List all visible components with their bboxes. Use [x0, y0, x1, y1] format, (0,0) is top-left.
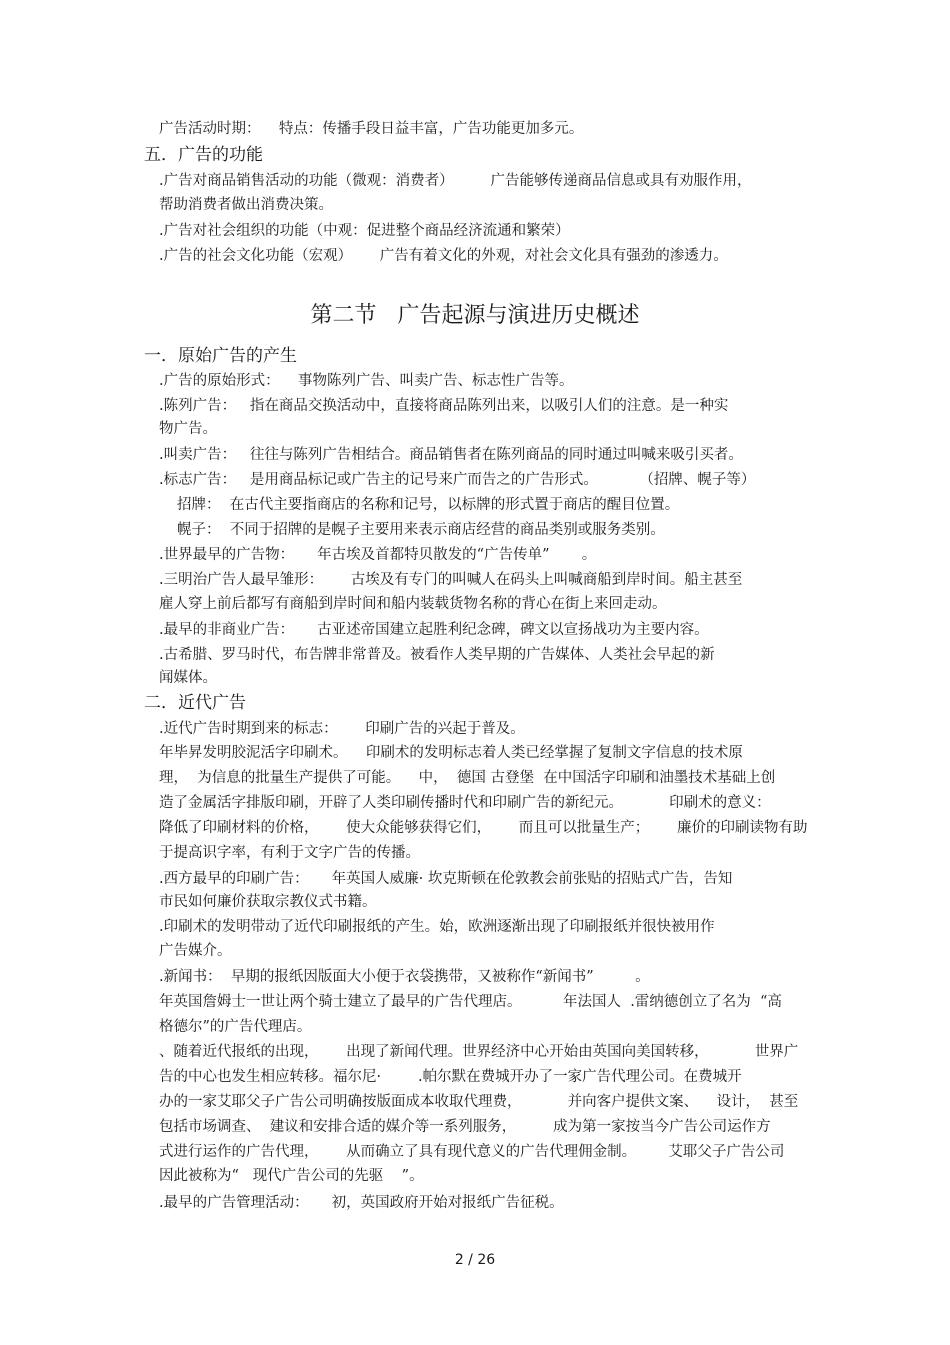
text-line: .陈列广告： 指在商品交换活动中，直接将商品陈列出来，以吸引人们的注意。是一种实 — [159, 398, 729, 414]
text-line: 广告媒介。 — [159, 943, 232, 959]
text-line: .古希腊、罗马时代，布告牌非常普及。被看作人类早期的广告媒体、人类社会早起的新 — [159, 647, 715, 663]
text-line: 降低了印刷材料的价格， 使大众能够获得它们， 而且可以批量生产； 廉价的印刷读物有助 — [159, 820, 808, 836]
heading-modern-ads: 二．近代广告 — [144, 693, 246, 713]
text-line: .广告对社会组织的功能（中观：促进整个商品经济流通和繁荣） — [159, 223, 570, 239]
text-line: 物广告。 — [159, 421, 217, 437]
text-line: .近代广告时期到来的标志： 印刷广告的兴起于普及。 — [159, 721, 525, 737]
text-line: .西方最早的印刷广告： 年英国人威廉· 坎克斯顿在伦敦教会前张贴的招贴式广告，告知 — [159, 871, 733, 887]
text-line: .世界最早的广告物： 年古埃及首都特贝散发的“广告传单” 。 — [159, 547, 597, 563]
text-line: 年毕昇发明胶泥活字印刷术。 印刷术的发明标志着人类已经掌握了复制文字信息的技术原 — [159, 745, 743, 761]
text-line: .广告对商品销售活动的功能（微观：消费者） 广告能够传递商品信息或具有劝服作用， — [159, 173, 752, 189]
text-line: 招牌： 在古代主要指商店的名称和记号，以标牌的形式置于商店的醒目位置。 — [177, 497, 680, 513]
text-line: 年英国詹姆士一世让两个骑士建立了最早的广告代理店。 年法国人 .雷纳德创立了名为 “高 — [159, 994, 782, 1010]
text-line: .印刷术的发明带动了近代印刷报纸的产生。始，欧洲逐渐出现了印刷报纸并很快被用作 — [159, 919, 715, 935]
text-line: 、随着近代报纸的出现， 出现了新闻代理。世界经济中心开始由英国向美国转移， 世界广 — [159, 1044, 799, 1060]
heading-functions: 五．广告的功能 — [144, 145, 263, 165]
text-line: .标志广告： 是用商品标记或广告主的记号来广而告之的广告形式。 （招牌、幌子等） — [159, 472, 756, 488]
text-line: 包括市场调查、 建议和安排合适的媒介等一系列服务， 成为第一家按当今广告公司运作方 — [159, 1119, 771, 1135]
text-line: 帮助消费者做出消费决策。 — [159, 197, 333, 213]
text-line: 雇人穿上前后都写有商船到岸时间和船内装载货物名称的背心在街上来回走动。 — [159, 596, 667, 612]
text-line: 格德尔”的广告代理店。 — [159, 1019, 312, 1035]
text-line: 闻媒体。 — [159, 670, 217, 686]
text-line: 办的一家艾耶父子广告公司明确按版面成本收取代理费， 并向客户提供文案、 设计， 甚至 — [159, 1094, 799, 1110]
text-line: 式进行运作的广告代理， 从而确立了具有现代意义的广告代理佣金制。 艾耶父子广告公司 — [159, 1144, 785, 1160]
text-line: .叫卖广告： 往往与陈列广告相结合。商品销售者在陈列商品的同时通过叫喊来吸引买者。 — [159, 447, 743, 463]
text-line: 幌子： 不同于招牌的是幌子主要用来表示商店经营的商品类别或服务类别。 — [177, 522, 665, 538]
text-line: 市民如何廉价获取宗教仪式书籍。 — [159, 894, 377, 910]
text-line: 于提高识字率，有利于文字广告的传播。 — [159, 845, 420, 861]
text-line: 告的中心也发生相应转移。福尔尼· .帕尔默在费城开办了一家广告代理公司。在费城开 — [159, 1069, 742, 1085]
text-line: 因此被称为“ 现代广告公司的先驱 ”。 — [159, 1168, 424, 1184]
text-line: .新闻书： 早期的报纸因版面大小便于衣袋携带，又被称作“新闻书” 。 — [159, 969, 650, 985]
heading-primitive-ads: 一．原始广告的产生 — [144, 346, 297, 366]
text-line: .三明治广告人最早雏形： 古埃及有专门的叫喊人在码头上叫喊商船到岸时间。船主甚至 — [159, 572, 743, 588]
text-line: .广告的社会文化功能（宏观） 广告有着文化的外观，对社会文化具有强劲的渗透力。 — [159, 248, 728, 264]
text-line: 广告活动时期： 特点：传播手段日益丰富，广告功能更加多元。 — [159, 121, 584, 137]
text-line: .最早的广告管理活动： 初，英国政府开始对报纸广告征税。 — [159, 1195, 564, 1211]
section-title: 第二节 广告起源与演进历史概述 — [310, 303, 640, 328]
text-line: 造了金属活字排版印刷，开辟了人类印刷传播时代和印刷广告的新纪元。 印刷术的意义： — [159, 795, 771, 811]
text-line: .广告的原始形式： 事物陈列广告、叫卖广告、标志性广告等。 — [159, 373, 574, 389]
text-line: 理， 为信息的批量生产提供了可能。 中， 德国 古登堡 在中国活字印刷和油墨技术基础上创 — [159, 770, 776, 786]
page-number: 2 / 26 — [454, 1252, 496, 1268]
text-line: .最早的非商业广告： 古亚述帝国建立起胜利纪念碑，碑文以宣扬战功为主要内容。 — [159, 622, 709, 638]
